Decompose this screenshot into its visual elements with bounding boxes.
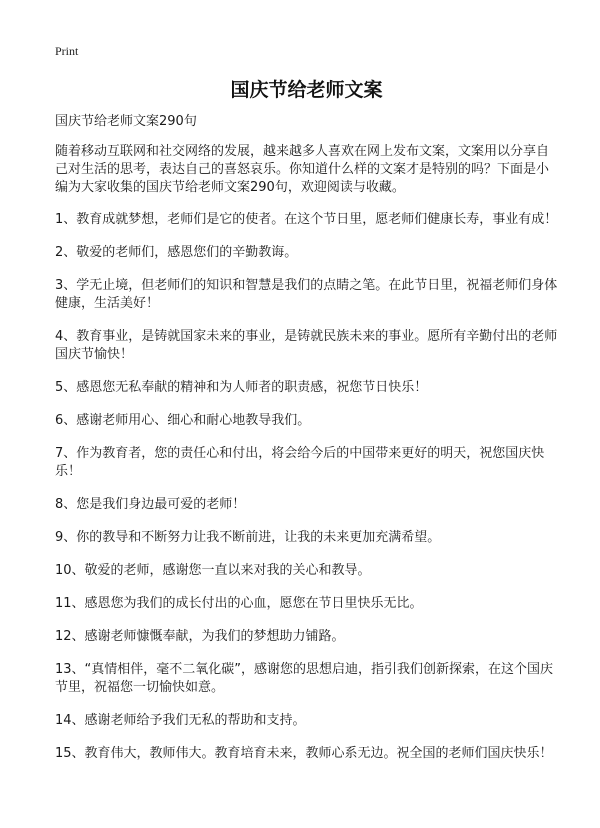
list-item-12: 12、感谢老师慷慨奉献，为我们的梦想助力铺路。 (55, 629, 345, 644)
list-item-5: 5、感恩您无私奉献的精神和为人师者的职责感，祝您节日快乐！ (55, 380, 428, 395)
list-item-3: 3、学无止境，但老师们的知识和智慧是我们的点睛之笔。在此节日里，祝福老师们身体健康，生活美好！ (55, 278, 558, 311)
list-item-11: 11、感恩您为我们的成长付出的心血，愿您在节日里快乐无比。 (55, 596, 423, 611)
list-item-8: 8、您是我们身边最可爱的老师！ (55, 497, 246, 512)
list-item-9: 9、你的教导和不断努力让我不断前进，让我的未来更加充满希望。 (55, 530, 441, 545)
print-link[interactable]: Print (55, 44, 79, 58)
list-item-14: 14、感谢老师给予我们无私的帮助和支持。 (55, 713, 306, 728)
page-title: 国庆节给老师文案 (230, 79, 383, 101)
list-item-4: 4、教育事业，是铸就国家未来的事业，是铸就民族未来的事业。愿所有辛勤付出的老师国庆节愉快！ (55, 329, 558, 362)
page-subtitle: 国庆节给老师文案290句 (55, 114, 197, 129)
list-item-15: 15、教育伟大，教师伟大。教育培育未来，教师心系无边。祝全国的老师们国庆快乐！ (55, 746, 553, 761)
list-item-7: 7、作为教育者，您的责任心和付出，将会给今后的中国带来更好的明天，祝您国庆快乐！ (55, 446, 545, 479)
list-item-2: 2、敬爱的老师们，感恩您们的辛勤教诲。 (55, 245, 298, 260)
list-item-1: 1、教育成就梦想，老师们是它的使者。在这个节日里，愿老师们健康长寿，事业有成！ (55, 212, 558, 227)
list-item-6: 6、感谢老师用心、细心和耐心地教导我们。 (55, 413, 311, 428)
list-item-13: 13、“真情相伴，毫不二氧化碳”，感谢您的思想启迪，指引我们创新探索，在这个国庆节里，祝福您一切愉快如意。 (55, 662, 554, 695)
intro-paragraph: 随着移动互联网和社交网络的发展，越来越多人喜欢在网上发布文案，文案用以分享自己对生活的思考，表达自己的喜怒哀乐。你知道什么样的文案才是特别的吗？下面是小编为大家收集的国庆节给老师文案290句，欢迎阅读与收藏。 (55, 144, 550, 195)
list-item-10: 10、敬爱的老师，感谢您一直以来对我的关心和教导。 (55, 563, 371, 578)
list (55, 211, 558, 763)
